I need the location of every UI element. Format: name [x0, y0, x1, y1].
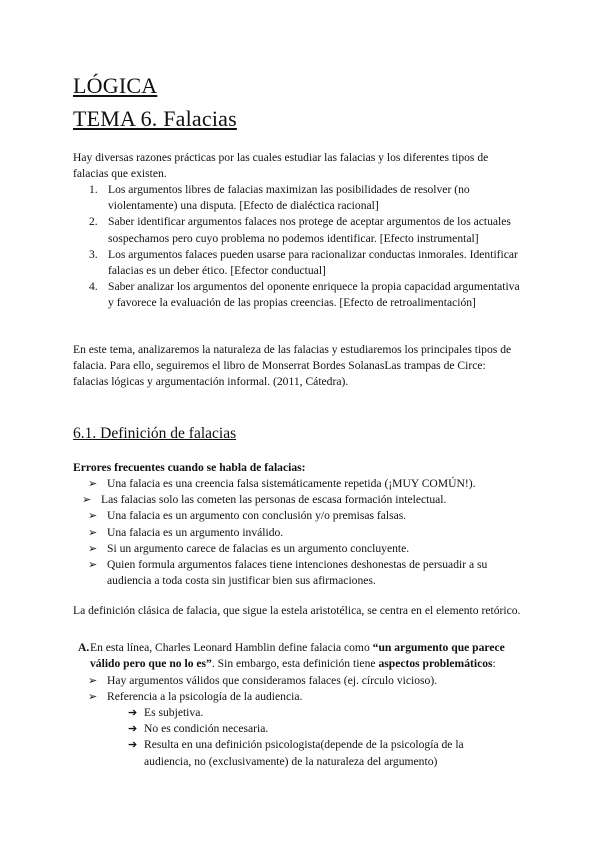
sub-problems-list [128, 705, 478, 770]
document-title: LÓGICA [73, 73, 158, 98]
list-item-text: Una falacia es un argumento con conclusión y/o premisas falsas. [107, 509, 407, 523]
list-item-text: Quien formula argumentos falaces tiene intenciones deshonestas de persuadir a su audiencia a toda costa sin justificar bien sus afirmaciones. [107, 558, 488, 588]
list-item [73, 689, 523, 705]
list-item-text: Resulta en una definición psicologista(depende de la psicología de la audiencia, no (exclusivamente) de la naturaleza del argumento) [144, 738, 464, 768]
chevron-bullet-icon: ➢ [88, 526, 98, 539]
list-item-text: No es condición necesaria. [144, 722, 269, 736]
list-number: 2. [89, 215, 98, 229]
classic-definition-paragraph: La definición clásica de falacia, que sigue la estela aristotélica, se centra en el elemento retórico. [73, 604, 521, 617]
list-item [73, 247, 523, 279]
list-item-text: Referencia a la psicología de la audiencia. [107, 690, 303, 704]
list-item [73, 279, 523, 311]
arrow-bullet-icon: ➔ [128, 707, 138, 719]
list-item [73, 541, 523, 557]
hamblin-quote: “un argumento que parece válido pero que no lo es” [90, 641, 505, 671]
chevron-bullet-icon: ➢ [88, 478, 98, 490]
list-item [73, 673, 523, 689]
item-a-mid: . Sin embargo, esta definición tiene [211, 657, 379, 671]
list-item [73, 508, 523, 524]
list-item-text: Hay argumentos válidos que consideramos falaces (ej. círculo vicioso). [107, 674, 438, 687]
item-a-end: : [492, 657, 496, 671]
list-item [128, 737, 478, 769]
list-item-text: Los argumentos libres de falacias maximizan las posibilidades de resolver (no violentamente) una disputa. [Efecto de dialéctica racional] [108, 183, 470, 213]
list-item [128, 721, 478, 737]
list-item [73, 492, 523, 508]
list-item [128, 705, 478, 721]
list-item-text: Una falacia es un argumento inválido. [107, 525, 284, 539]
arrow-bullet-icon: ➔ [128, 739, 138, 752]
item-a-pre: En esta línea, Charles Leonard Hamblin define falacia como [90, 641, 373, 654]
item-letter: A. [78, 641, 90, 654]
after-list-paragraph: En este tema, analizaremos la naturaleza de las falacias y estudiaremos los principales tipos de falacia. Para ello, seguiremos el libro de Monserrat Bordes SolanasLas trampas de Circe: falacias lógicas y argumentación informal. (2011, Cátedra). [73, 343, 512, 389]
chevron-bullet-icon: ➢ [88, 691, 98, 704]
item-a-text [73, 640, 528, 672]
errors-list [73, 476, 523, 589]
list-item [73, 476, 523, 492]
list-item-text: Una falacia es una creencia falsa sistemáticamente repetida (¡MUY COMÚN!). [107, 477, 476, 490]
item-a [73, 640, 528, 672]
list-item [73, 182, 523, 214]
list-number: 1. [89, 183, 98, 196]
chevron-bullet-icon: ➢ [82, 494, 92, 507]
errors-title: Errores frecuentes cuando se habla de falacias: [73, 461, 306, 474]
list-item-text: Las falacias solo las cometen las personas de escasa formación intelectual. [101, 493, 447, 507]
list-item-text: Saber identificar argumentos falaces nos protege de aceptar argumentos de los actuales sospechamos pero cuyo problema no podemos identificar. [Efecto instrumental] [108, 215, 511, 245]
list-item [73, 525, 523, 541]
document-subtitle: TEMA 6. Falacias [73, 106, 237, 131]
chevron-bullet-icon: ➢ [88, 542, 98, 555]
chevron-bullet-icon: ➢ [88, 559, 98, 572]
list-item-text: Saber analizar los argumentos del oponente enriquece la propia capacidad argumentativa y favorece la evaluación de las propias creencias. [Efecto de retroalimentación] [108, 280, 520, 310]
list-item [73, 214, 523, 246]
list-item [73, 557, 523, 589]
list-number: 4. [89, 280, 98, 294]
chevron-bullet-icon: ➢ [88, 675, 98, 687]
reasons-list [73, 182, 523, 312]
arrow-bullet-icon: ➔ [128, 723, 138, 736]
list-item-text: Es subjetiva. [144, 706, 204, 719]
list-number: 3. [89, 247, 98, 261]
problematic-aspects: aspectos problemáticos [378, 657, 493, 671]
section-heading: 6.1. Definición de falacias [73, 425, 237, 442]
intro-paragraph: Hay diversas razones prácticas por las cuales estudiar las falacias y los diferentes tipos de falacias que existen. [73, 151, 489, 181]
list-item-text: Los argumentos falaces pueden usarse para racionalizar conductas inmorales. Identificar falacias es un deber ético. [Efector conductual] [108, 247, 518, 278]
list-item-text: Si un argumento carece de falacias es un argumento concluyente. [107, 541, 410, 555]
problems-list [73, 673, 523, 705]
chevron-bullet-icon: ➢ [88, 510, 98, 523]
